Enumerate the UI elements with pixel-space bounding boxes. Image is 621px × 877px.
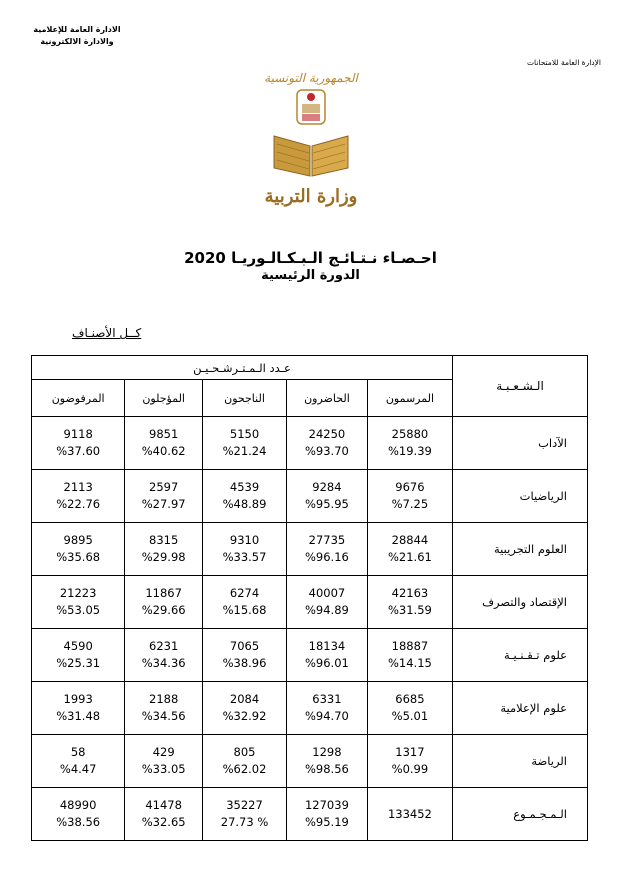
present-pct: %94.70 — [305, 709, 349, 723]
col-header-rejected: المرفوضون — [32, 380, 125, 417]
deferred-value: 2188 — [149, 692, 179, 706]
col-header-registered: المرسمون — [367, 380, 452, 417]
rejected-cell — [32, 735, 125, 788]
deferred-pct: %40.62 — [141, 444, 186, 458]
header-left-line2: والادارة الالكترونية — [40, 37, 114, 46]
col-header-deferred: المؤجلون — [125, 380, 203, 417]
table-row — [32, 470, 588, 523]
deferred-value: 429 — [152, 745, 175, 759]
present-value: 27735 — [308, 533, 346, 547]
passed-cell — [203, 576, 287, 629]
passed-pct: % 27.73 — [220, 815, 269, 829]
deferred-pct: %27.97 — [141, 497, 186, 511]
present-value: 1298 — [312, 745, 342, 759]
rejected-cell — [32, 417, 125, 470]
deferred-value: 41478 — [145, 798, 182, 812]
rejected-cell — [32, 682, 125, 735]
rejected-value: 9118 — [63, 427, 93, 441]
present-value: 127039 — [304, 798, 349, 812]
present-value: 24250 — [308, 427, 346, 441]
passed-pct: %33.57 — [222, 550, 267, 564]
registered-pct: %0.99 — [391, 762, 429, 776]
deferred-value: 9851 — [149, 427, 179, 441]
present-pct: %93.70 — [305, 444, 349, 458]
deferred-cell — [125, 417, 203, 470]
deferred-pct: %34.56 — [141, 709, 186, 723]
rejected-pct: %22.76 — [56, 497, 101, 511]
rejected-cell — [32, 629, 125, 682]
registered-cell — [367, 788, 452, 841]
present-pct: %95.19 — [305, 815, 349, 829]
branch-header: الـشـعـبـة — [453, 356, 588, 417]
deferred-cell — [125, 788, 203, 841]
rejected-pct: %38.56 — [56, 815, 101, 829]
deferred-cell — [125, 470, 203, 523]
header-right: الإدارة العامة للامتحانات — [526, 58, 601, 67]
passed-pct: %21.24 — [222, 444, 267, 458]
deferred-cell — [125, 523, 203, 576]
rejected-value: 21223 — [59, 586, 97, 600]
deferred-pct: %34.36 — [141, 656, 186, 670]
present-pct: %96.01 — [305, 656, 349, 670]
deferred-cell — [125, 735, 203, 788]
table-row — [32, 735, 588, 788]
table-row-total — [32, 788, 588, 841]
table-row — [32, 576, 588, 629]
branch-name: الإقتصاد والتصرف — [453, 576, 588, 629]
registered-pct: %5.01 — [391, 709, 429, 723]
registered-pct: %21.61 — [387, 550, 432, 564]
passed-value: 7065 — [229, 639, 260, 653]
branch-name: علوم تـقـنـيـة — [453, 629, 588, 682]
col-header-present: الحاضرون — [287, 380, 368, 417]
present-value: 6331 — [312, 692, 342, 706]
rejected-pct: %37.60 — [56, 444, 101, 458]
deferred-value: 6231 — [149, 639, 179, 653]
deferred-cell — [125, 629, 203, 682]
page-title: احـصـاء نـتـائـج الـبـكـالـوريـا 2020 — [184, 249, 437, 267]
registered-pct: %19.39 — [387, 444, 432, 458]
passed-cell — [203, 470, 287, 523]
deferred-pct: %32.65 — [141, 815, 186, 829]
logo-ministry-text: وزارة التربية — [264, 186, 358, 207]
ministry-logo — [252, 64, 370, 214]
present-cell — [287, 788, 368, 841]
rejected-pct: %35.68 — [56, 550, 101, 564]
results-table — [31, 355, 588, 841]
deferred-cell — [125, 576, 203, 629]
passed-cell — [203, 788, 287, 841]
table-row — [32, 629, 588, 682]
rejected-pct: %25.31 — [56, 656, 101, 670]
branch-name: الآداب — [453, 417, 588, 470]
passed-pct: %15.68 — [222, 603, 267, 617]
present-pct: %98.56 — [305, 762, 349, 776]
deferred-pct: %29.98 — [141, 550, 186, 564]
emblem-scales-icon — [302, 114, 320, 121]
rejected-cell — [32, 470, 125, 523]
passed-cell — [203, 682, 287, 735]
passed-value: 6274 — [229, 586, 260, 600]
present-cell — [287, 682, 368, 735]
rejected-cell — [32, 576, 125, 629]
all-sections-label: كــل الأصنـاف — [72, 326, 142, 340]
rejected-pct: %31.48 — [56, 709, 101, 723]
candidates-header: عـدد الـمـتـرشـحـيـن — [32, 356, 453, 380]
registered-value: 25880 — [391, 427, 429, 441]
present-pct: %94.89 — [305, 603, 349, 617]
deferred-pct: %33.05 — [141, 762, 186, 776]
rejected-pct: %53.05 — [56, 603, 101, 617]
passed-cell — [203, 523, 287, 576]
table-row — [32, 417, 588, 470]
registered-cell — [367, 523, 452, 576]
present-cell — [287, 735, 368, 788]
rejected-value: 1993 — [63, 692, 93, 706]
registered-value: 133452 — [387, 806, 432, 821]
passed-value: 5150 — [229, 427, 260, 441]
col-header-passed: الناجحون — [203, 380, 287, 417]
rejected-cell — [32, 788, 125, 841]
registered-pct: %7.25 — [391, 497, 429, 511]
registered-value: 28844 — [391, 533, 429, 547]
present-pct: %95.95 — [305, 497, 349, 511]
passed-value: 805 — [233, 745, 256, 759]
branch-name: الرياضة — [453, 735, 588, 788]
present-value: 9284 — [312, 480, 342, 494]
registered-value: 18887 — [391, 639, 429, 653]
passed-value: 35227 — [226, 798, 263, 812]
branch-name: الـمـجـمـوع — [453, 788, 588, 841]
present-cell — [287, 576, 368, 629]
present-cell — [287, 523, 368, 576]
passed-cell — [203, 735, 287, 788]
present-cell — [287, 629, 368, 682]
present-pct: %96.16 — [305, 550, 349, 564]
present-value: 18134 — [308, 639, 346, 653]
passed-pct: %32.92 — [222, 709, 267, 723]
rejected-pct: %4.47 — [59, 762, 97, 776]
table-row — [32, 682, 588, 735]
registered-pct: %31.59 — [387, 603, 432, 617]
rejected-value: 2113 — [63, 480, 93, 494]
registered-cell — [367, 735, 452, 788]
logo-republic-text: الجمهورية التونسية — [264, 71, 358, 85]
passed-pct: %38.96 — [222, 656, 267, 670]
passed-pct: %62.02 — [222, 762, 267, 776]
registered-value: 6685 — [395, 692, 425, 706]
registered-cell — [367, 629, 452, 682]
deferred-cell — [125, 682, 203, 735]
emblem-ship-icon — [302, 104, 320, 113]
registered-value: 42163 — [391, 586, 429, 600]
header-left — [22, 24, 132, 48]
deferred-value: 2597 — [149, 480, 179, 494]
emblem-flag-icon — [307, 93, 315, 101]
rejected-value: 58 — [70, 745, 86, 759]
branch-name: الرياضيات — [453, 470, 588, 523]
registered-cell — [367, 682, 452, 735]
registered-cell — [367, 417, 452, 470]
branch-name: علوم الإعلامية — [453, 682, 588, 735]
passed-pct: %48.89 — [222, 497, 267, 511]
registered-value: 1317 — [395, 745, 425, 759]
passed-value: 4539 — [229, 480, 260, 494]
table-row — [32, 523, 588, 576]
rejected-value: 48990 — [59, 798, 97, 812]
registered-cell — [367, 576, 452, 629]
passed-cell — [203, 417, 287, 470]
rejected-value: 9895 — [63, 533, 93, 547]
page-subtitle: الدورة الرئيسية — [261, 268, 360, 283]
registered-cell — [367, 470, 452, 523]
header-left-line1: الادارة العامة للإعلامية — [33, 25, 121, 34]
registered-value: 9676 — [395, 480, 425, 494]
rejected-value: 4590 — [63, 639, 93, 653]
registered-pct: %14.15 — [387, 656, 432, 670]
branch-name: العلوم التجريبية — [453, 523, 588, 576]
passed-cell — [203, 629, 287, 682]
passed-value: 9310 — [229, 533, 260, 547]
rejected-cell — [32, 523, 125, 576]
deferred-value: 11867 — [145, 586, 182, 600]
present-cell — [287, 470, 368, 523]
passed-value: 2084 — [229, 692, 260, 706]
deferred-value: 8315 — [149, 533, 179, 547]
deferred-pct: %29.66 — [141, 603, 186, 617]
present-cell — [287, 417, 368, 470]
present-value: 40007 — [308, 586, 346, 600]
